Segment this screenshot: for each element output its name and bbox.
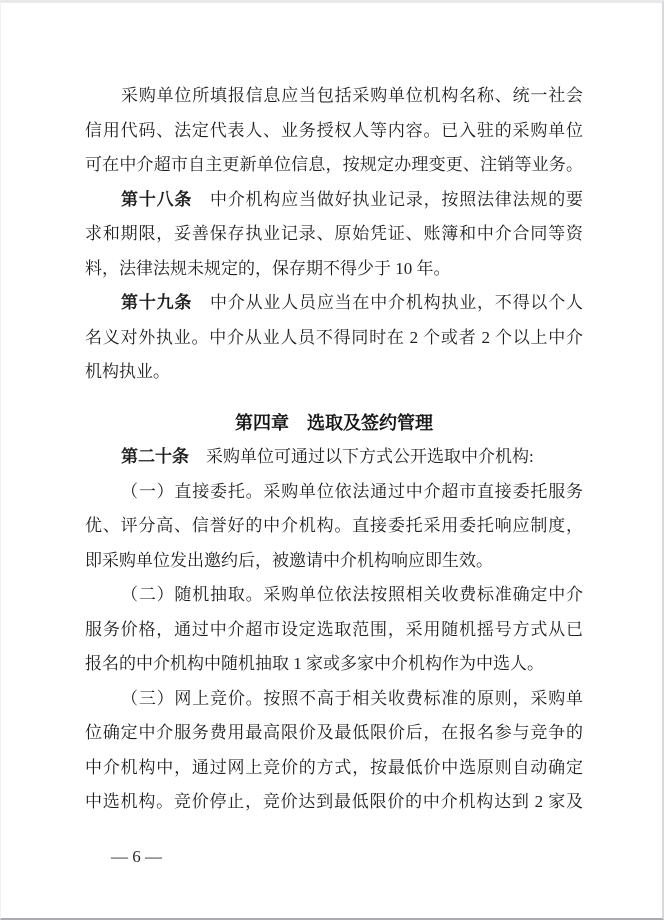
text-line xyxy=(85,613,583,648)
line-text: 采购单位所填报信息应当包括采购单位机构名称、统一社会 xyxy=(121,86,583,105)
text-line xyxy=(85,114,583,149)
line-text: 可在中介超市自主更新单位信息，按规定办理变更、注销等业务。 xyxy=(85,155,583,174)
page-footer xyxy=(111,840,582,875)
line-text: 即采购单位发出邀约后，被邀请中介机构响应即生效。 xyxy=(85,550,493,570)
line-text: 机构执业。 xyxy=(85,362,170,381)
text-line xyxy=(85,286,583,321)
text-line xyxy=(85,544,583,579)
article-number: 第二十条 xyxy=(121,447,190,466)
line-text: 中选机构。竞价停止，竞价达到最低限价的中介机构达到 2 家及 xyxy=(85,792,583,811)
line-text: 报名的中介机构中随机抽取 1 家或多家中介机构作为中选人。 xyxy=(85,654,544,673)
line-text: 信用代码、法定代表人、业务授权人等内容。已入驻的采购单位 xyxy=(85,120,583,140)
text-line xyxy=(85,716,583,751)
text-line xyxy=(85,509,583,544)
text-line xyxy=(85,751,583,786)
line-text: 中介机构中，通过网上竞价的方式，按最低价中选原则自动确定 xyxy=(85,757,583,777)
text-line xyxy=(85,440,583,475)
line-text: 求和期限，妥善保存执业记录、原始凭证、账簿和中介合同等资 xyxy=(85,224,583,243)
text-line xyxy=(85,148,583,183)
line-text: （一）直接委托。采购单位依法通过中介超市直接委托服务 xyxy=(121,481,583,501)
text-line xyxy=(85,785,583,820)
line-text: （二）随机抽取。采购单位依法按照相关收费标准确定中介 xyxy=(121,585,583,604)
page-number: — 6 — xyxy=(111,846,162,866)
line-text: 中介机构应当做好执业记录，按照法律法规的要 xyxy=(192,189,583,209)
text-line xyxy=(85,321,583,356)
line-text: 采购单位可通过以下方式公开选取中介机构: xyxy=(189,447,534,466)
chapter-heading xyxy=(85,406,583,441)
document-body xyxy=(85,79,583,820)
text-line xyxy=(85,475,583,510)
line-text: 第四章 选取及签约管理 xyxy=(235,412,433,433)
text-line xyxy=(85,79,583,114)
text-line xyxy=(85,252,583,287)
text-line xyxy=(85,578,583,613)
line-text: （三）网上竞价。按照不高于相关收费标准的原则，采购单 xyxy=(121,688,583,708)
line-text: 服务价格，通过中介超市设定选取范围，采用随机摇号方式从已 xyxy=(85,619,583,639)
line-text: 位确定中介服务费用最高限价及最低限价后，在报名参与竞争的 xyxy=(85,723,583,742)
line-text: 名义对外执业。中介从业人员不得同时在 2 个或者 2 个以上中介 xyxy=(85,327,583,347)
text-line xyxy=(85,183,583,218)
line-text: 料，法律法规未规定的，保存期不得少于 10 年。 xyxy=(85,258,451,278)
text-line xyxy=(85,217,583,252)
text-line xyxy=(85,647,583,682)
article-number: 第十八条 xyxy=(121,189,193,209)
line-text: 优、评分高、信誉好的中介机构。直接委托采用委托响应制度， xyxy=(85,516,583,535)
text-line xyxy=(85,355,583,390)
article-number: 第十九条 xyxy=(121,293,193,312)
text-line xyxy=(85,682,583,717)
line-text: 中介从业人员应当在中介机构执业，不得以个人 xyxy=(192,293,583,312)
